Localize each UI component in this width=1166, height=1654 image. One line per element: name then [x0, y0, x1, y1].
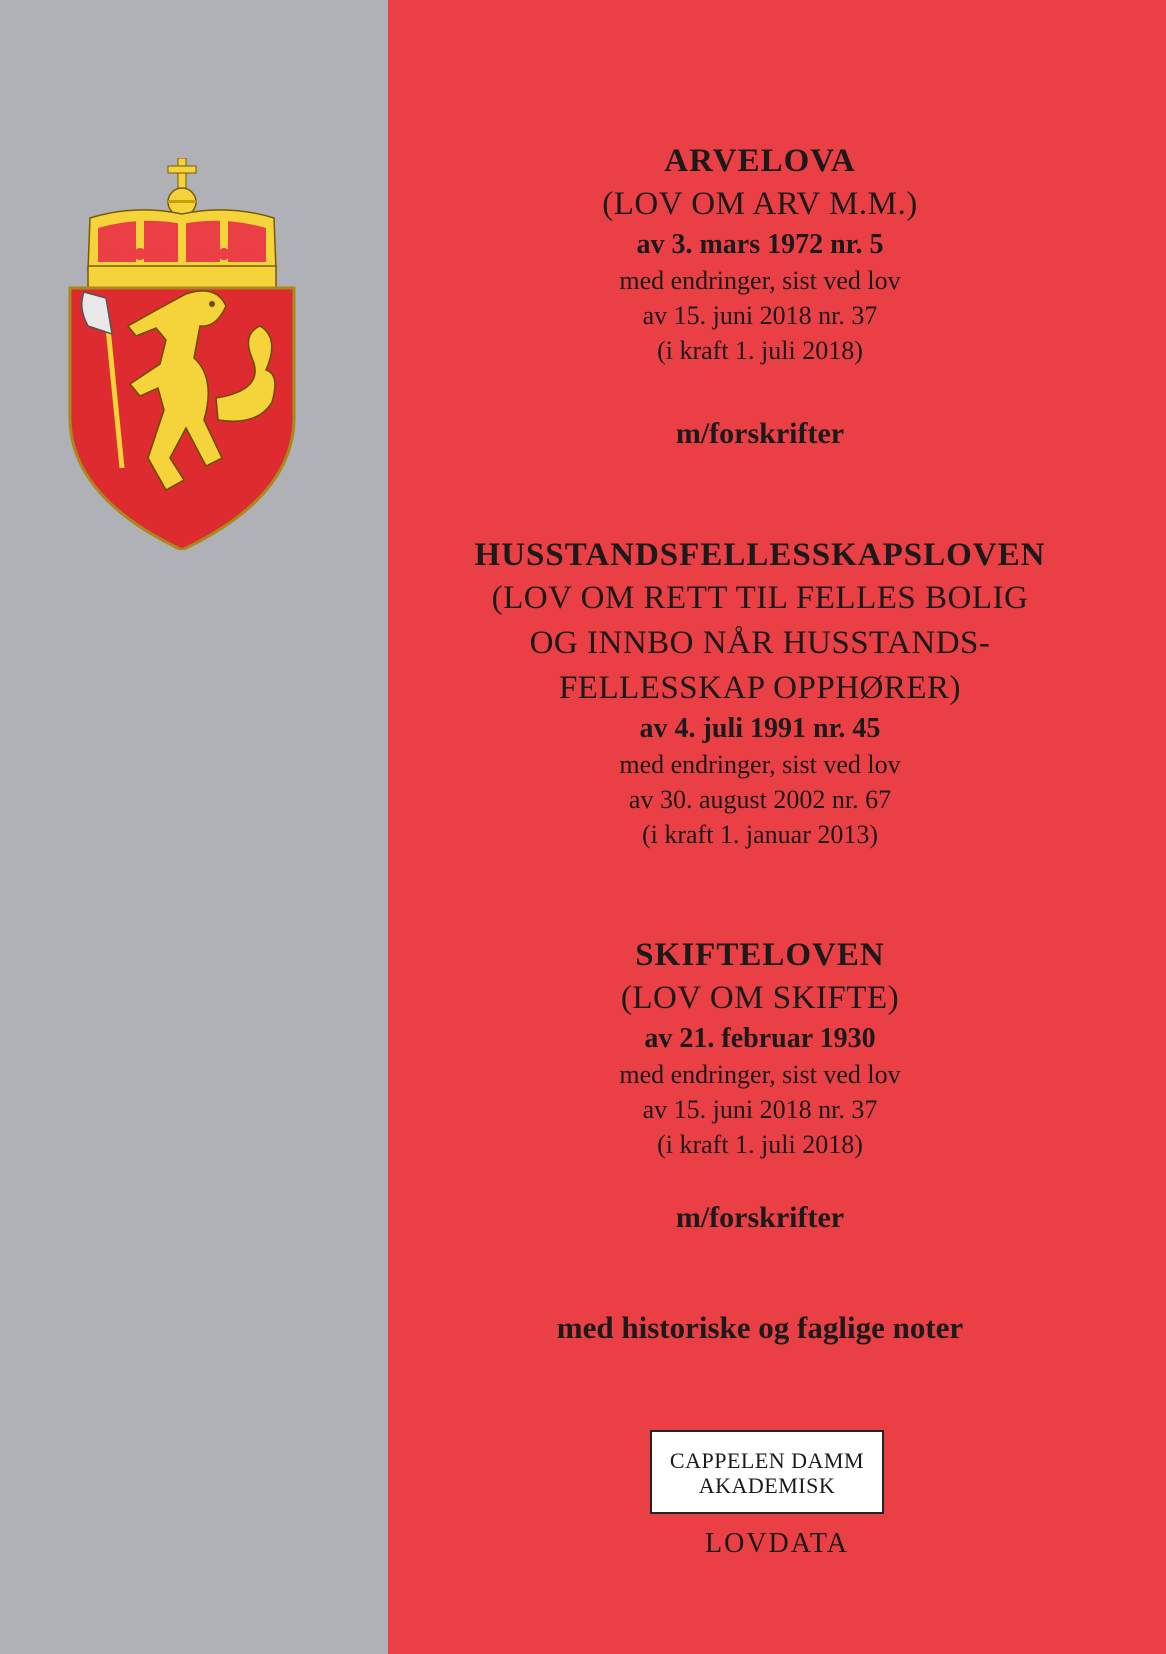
section-note: med endringer, sist ved lov	[619, 750, 901, 779]
section-title: SKIFTELOVEN	[635, 937, 885, 973]
section-date: av 3. mars 1972 nr. 5	[636, 229, 884, 260]
historical-notes-label: med historiske og faglige noter	[556, 1310, 964, 1345]
forskrifter-label: m/forskrifter	[675, 1201, 845, 1234]
forskrifter-label: m/forskrifter	[675, 417, 845, 450]
publisher-line: CAPPELEN DAMM	[669, 1448, 865, 1473]
section-title: HUSSTANDSFELLESSKAPSLOVEN	[474, 537, 1046, 573]
section-subtitle: (LOV OM ARV M.M.)	[602, 186, 918, 222]
section-note: av 15. juni 2018 nr. 37	[642, 301, 878, 330]
section-subtitle: (LOV OM SKIFTE)	[620, 980, 900, 1016]
section-subtitle: (LOV OM RETT TIL FELLES BOLIG	[491, 580, 1029, 616]
section-subtitle: OG INNBO NÅR HUSSTANDS-	[529, 625, 991, 661]
section-title: ARVELOVA	[664, 143, 856, 179]
section-note: av 30. august 2002 nr. 67	[628, 785, 892, 814]
section-subtitle: FELLESSKAP OPPHØRER)	[558, 670, 962, 706]
section-skifteloven	[388, 934, 1132, 1162]
section-note: med endringer, sist ved lov	[619, 1060, 901, 1089]
section-arvelova	[388, 140, 1132, 368]
publisher-line: AKADEMISK	[698, 1473, 836, 1498]
lovdata-label: LOVDATA	[705, 1528, 849, 1559]
section-note: (i kraft 1. januar 2013)	[641, 820, 879, 849]
section-note: av 15. juni 2018 nr. 37	[642, 1095, 878, 1124]
publisher-logo	[650, 1430, 884, 1514]
section-note: med endringer, sist ved lov	[619, 266, 901, 295]
section-husstandsfellesskapsloven	[388, 534, 1132, 852]
section-note: (i kraft 1. juli 2018)	[657, 336, 863, 365]
section-note: (i kraft 1. juli 2018)	[657, 1130, 863, 1159]
section-date: av 21. februar 1930	[644, 1023, 876, 1054]
norwegian-coat-of-arms-icon	[66, 158, 302, 550]
section-date: av 4. juli 1991 nr. 45	[639, 713, 881, 744]
